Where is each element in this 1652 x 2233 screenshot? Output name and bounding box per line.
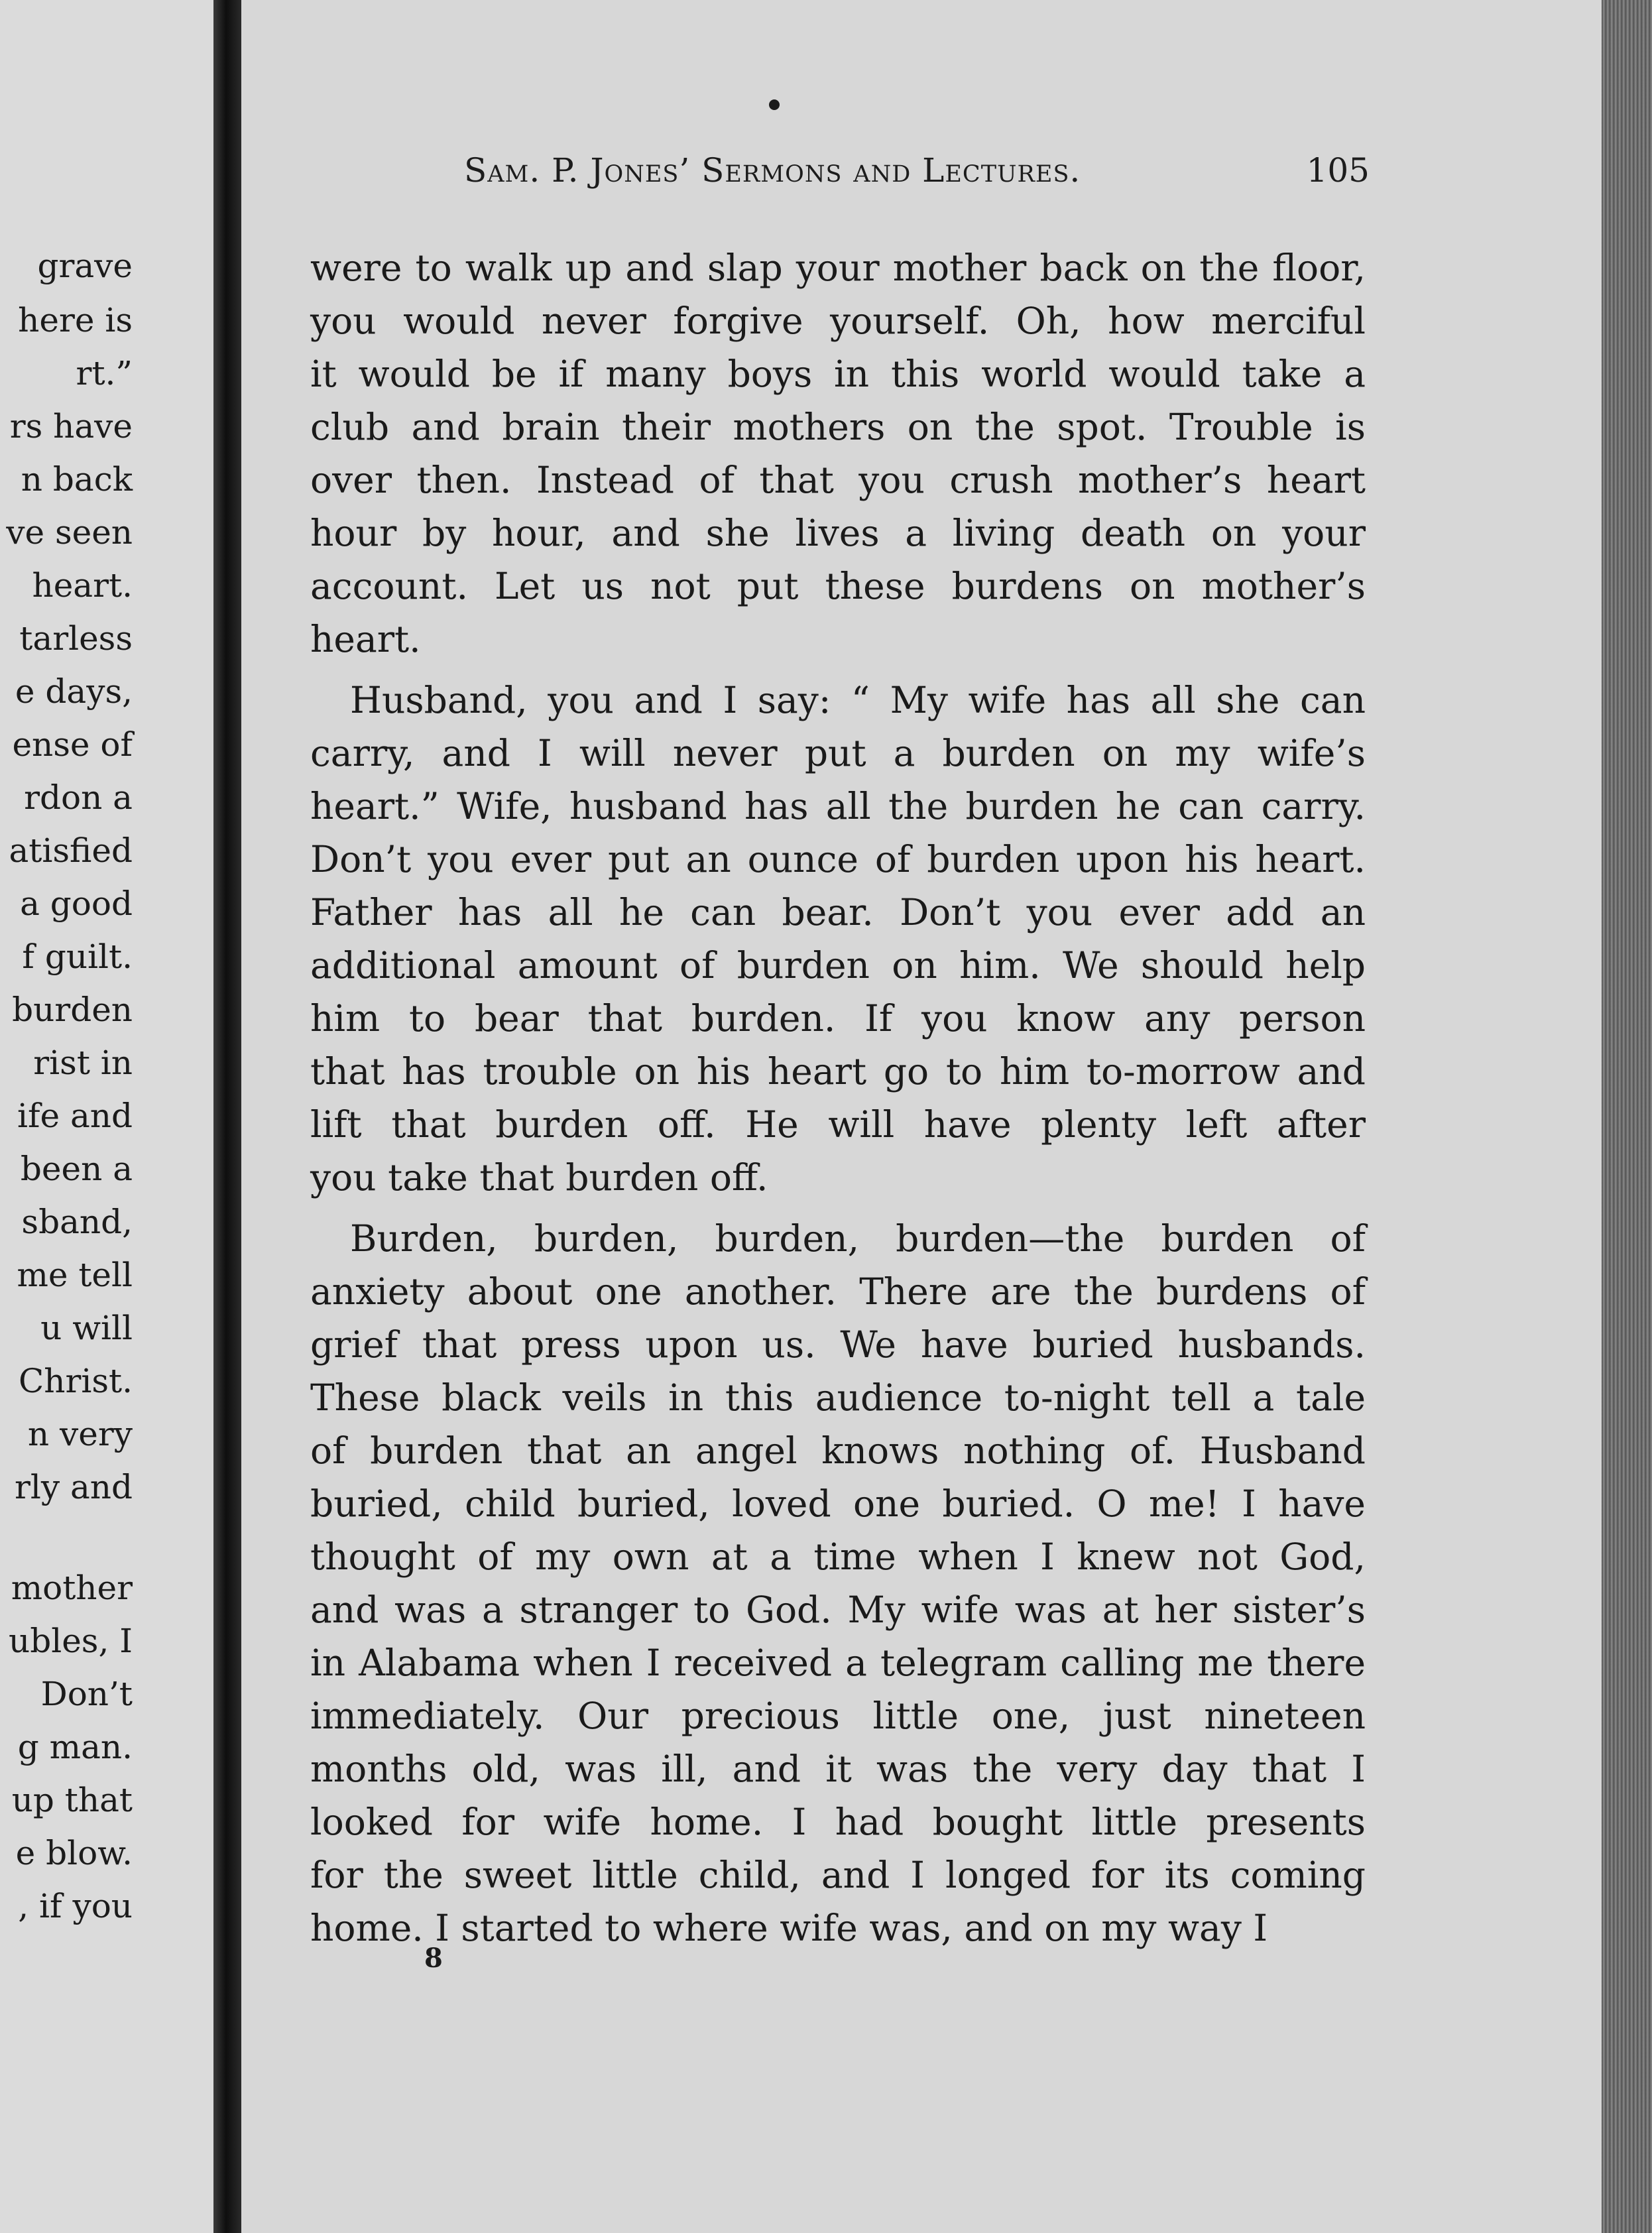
text-line: home. I started to where wife was, and on my way I — [310, 1907, 1268, 1949]
text-line: it would be if many boys in this world would take a — [310, 353, 1366, 395]
left-page-line: e days, — [15, 672, 133, 711]
text-line: for the sweet little child, and I longed for its coming — [310, 1854, 1366, 1896]
left-page-line: g man. — [17, 1728, 133, 1766]
ink-dot — [769, 99, 780, 110]
text-line: account. Let us not put these burdens on mother’s — [310, 565, 1366, 607]
paragraph — [310, 674, 1366, 1204]
text-line: of burden that an angel knows nothing of. Husband — [310, 1429, 1366, 1472]
left-page-line: sband, — [21, 1203, 133, 1241]
text-line: club and brain their mothers on the spot. Trouble is — [310, 406, 1366, 448]
left-page-line: tarless — [19, 619, 133, 658]
left-page-line: rist in — [33, 1044, 133, 1082]
left-page-line: ense of — [12, 725, 133, 764]
text-line: and was a stranger to God. My wife was at her sister’s — [310, 1589, 1366, 1631]
text-line: carry, and I will never put a burden on my wife’s — [310, 732, 1366, 774]
text-line: were to walk up and slap your mother back on the floor, — [310, 247, 1366, 289]
left-page-line: rs have — [9, 407, 133, 446]
text-line: you would never forgive yourself. Oh, how merciful — [310, 300, 1366, 342]
left-page-line: u will — [40, 1309, 133, 1347]
left-page-line: grave — [37, 247, 133, 285]
page-number: 105 — [1306, 151, 1370, 190]
text-line: Don’t you ever put an ounce of burden upon his heart. — [310, 838, 1366, 880]
text-line: over then. Instead of that you crush mother’s heart — [310, 459, 1366, 501]
text-line: These black veils in this audience to-night tell a tale — [310, 1376, 1366, 1419]
left-page-line: Christ. — [19, 1362, 133, 1400]
text-line: grief that press upon us. We have buried husbands. — [310, 1323, 1366, 1366]
text-line: you take that burden off. — [310, 1156, 768, 1199]
body-text — [310, 241, 1366, 1955]
left-page-line: e blow. — [15, 1834, 133, 1872]
text-line: hour by hour, and she lives a living death on your — [310, 512, 1366, 554]
text-line: Father has all he can bear. Don’t you ever add an — [310, 891, 1366, 934]
signature-mark: 8 — [424, 1943, 443, 1974]
left-page-line: a good — [20, 884, 133, 923]
running-header — [464, 151, 1370, 198]
text-line: thought of my own at a time when I knew not God, — [310, 1536, 1366, 1578]
left-page-line: been a — [20, 1150, 133, 1188]
paragraph — [310, 1212, 1366, 1955]
left-page-line: rt.” — [76, 354, 133, 392]
left-page-line: heart. — [32, 566, 133, 605]
left-page-line: atisfied — [9, 831, 133, 870]
paragraph — [310, 241, 1366, 666]
text-line: looked for wife home. I had bought little presents — [310, 1801, 1366, 1843]
left-page-line: rly and — [14, 1468, 133, 1506]
text-line: in Alabama when I received a telegram calling me there — [310, 1642, 1366, 1684]
text-line: him to bear that burden. If you know any person — [310, 997, 1366, 1040]
left-page-line: ife and — [17, 1097, 133, 1135]
left-page-line: n back — [21, 460, 133, 499]
left-page-line: ve seen — [6, 513, 133, 552]
left-page-line: n very — [27, 1415, 133, 1453]
left-page-line: mother — [11, 1569, 133, 1607]
running-title: Sam. P. Jones’ Sermons and Lectures. — [464, 151, 1081, 190]
left-page-line: up that — [11, 1781, 133, 1819]
text-line: that has trouble on his heart go to him to-morrow and — [310, 1050, 1366, 1093]
text-line: Burden, burden, burden, burden—the burden of — [350, 1217, 1366, 1260]
left-page — [0, 0, 213, 2233]
left-page-line: here is — [18, 301, 133, 339]
text-line: heart. — [310, 618, 421, 660]
left-page-line: Don’t — [40, 1675, 133, 1713]
left-page-line: ubles, I — [9, 1622, 133, 1660]
text-line: buried, child buried, loved one buried. O me! I have — [310, 1482, 1366, 1525]
left-page-line: me tell — [17, 1256, 133, 1294]
text-line: lift that burden off. He will have plenty left after — [310, 1103, 1366, 1146]
left-page-line: burden — [12, 991, 133, 1029]
text-line: heart.” Wife, husband has all the burden he can carry. — [310, 785, 1366, 827]
left-page-line: rdon a — [24, 778, 133, 817]
text-line: immediately. Our precious little one, just nineteen — [310, 1695, 1366, 1737]
left-page-line: f guilt. — [22, 937, 133, 976]
text-line: additional amount of burden on him. We should help — [310, 944, 1366, 987]
text-line: Husband, you and I say: “ My wife has all she can — [350, 679, 1366, 721]
text-line: months old, was ill, and it was the very day that I — [310, 1748, 1366, 1790]
book-gutter — [213, 0, 241, 2233]
left-page-line: , if you — [18, 1887, 133, 1925]
text-line: anxiety about one another. There are the burdens of — [310, 1270, 1366, 1313]
page-edges — [1602, 0, 1652, 2233]
